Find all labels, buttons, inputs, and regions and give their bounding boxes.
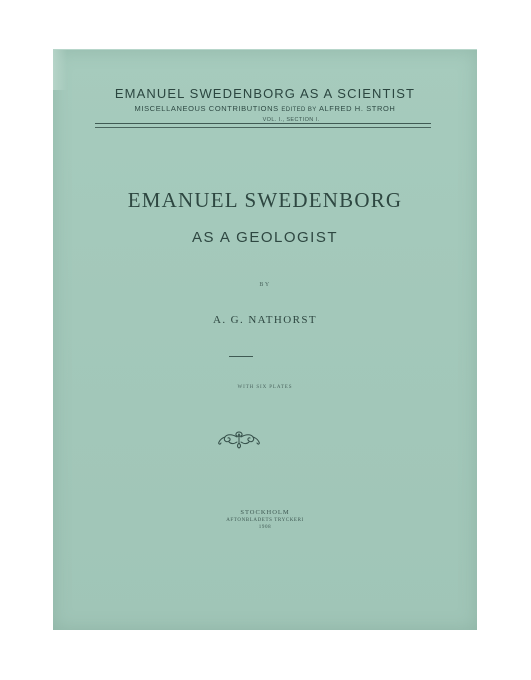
imprint-printer: AFTONBLADETS TRYCKERI — [226, 518, 304, 523]
series-volume: VOL. I., SECTION I. — [262, 117, 320, 123]
series-title: EMANUEL SWEDENBORG AS A SCIENTIST — [114, 86, 416, 101]
series-edited-by: EDITED BY — [281, 107, 317, 113]
book-title: EMANUEL SWEDENBORG — [127, 188, 403, 212]
imprint — [53, 508, 477, 532]
header-rule — [95, 123, 431, 128]
imprint-city: STOCKHOLM — [240, 509, 290, 516]
scroll-ornament-icon — [216, 428, 262, 450]
series-contributions: MISCELLANEOUS CONTRIBUTIONS — [134, 104, 279, 113]
byline-by: BY — [259, 282, 271, 288]
cover-wear — [53, 50, 67, 90]
book-subtitle: AS A GEOLOGIST — [191, 229, 339, 246]
imprint-year: 1908 — [258, 525, 272, 530]
series-editor: ALFRED H. STROH — [318, 104, 396, 113]
series-header — [53, 86, 477, 124]
author-rule — [229, 356, 253, 357]
plates-note: WITH SIX PLATES — [237, 385, 293, 390]
series-subtitle — [53, 103, 477, 116]
book-cover — [53, 49, 477, 630]
author-name: A. G. NATHORST — [213, 314, 317, 326]
